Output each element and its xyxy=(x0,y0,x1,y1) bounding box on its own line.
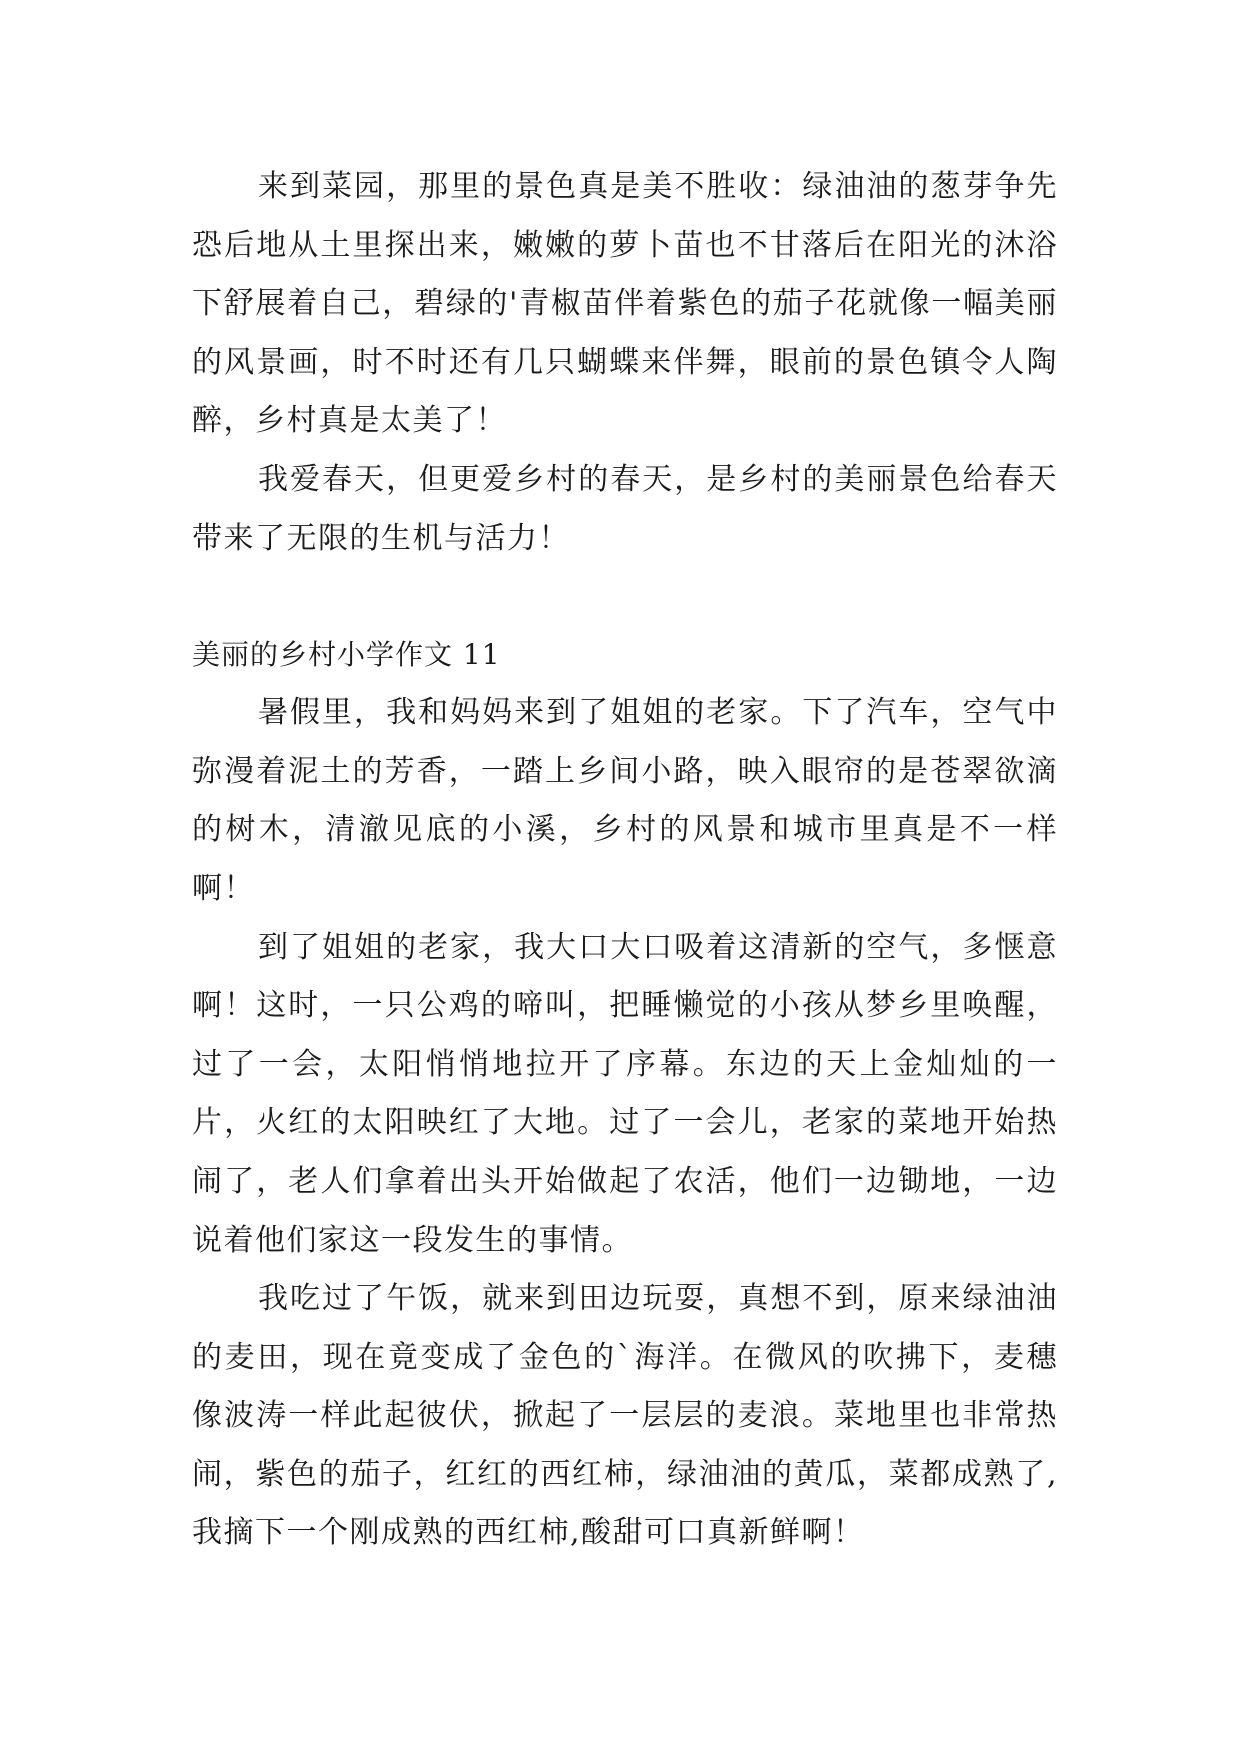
document-body xyxy=(192,158,1058,1563)
essay-heading: 美丽的乡村小学作文 11 xyxy=(192,638,501,672)
paragraph-garden: 来到菜园，那里的景色真是美不胜收：绿油油的葱芽争先恐后地从土里探出来，嫩嫩的萝卜苗也不甘落后在阳光的沐浴下舒展着自己，碧绿的'青椒苗伴着紫色的茄子花就像一幅美丽的风景画，时不时还有几只蝴蝶来伴舞，眼前的景色镇令人陶醉，乡村真是太美了！ xyxy=(192,169,1058,439)
paragraph-summer-arrival: 暑假里，我和妈妈来到了姐姐的老家。下了汽车，空气中弥漫着泥土的芳香，一踏上乡间小路，映入眼帘的是苍翠欲滴的树木，清澈见底的小溪，乡村的风景和城市里真是不一样啊！ xyxy=(192,695,1058,906)
section-gap xyxy=(192,568,1058,626)
paragraph-spring: 我爱春天，但更爱乡村的春天，是乡村的美丽景色给春天带来了无限的生机与活力！ xyxy=(192,461,1058,556)
paragraph-morning: 到了姐姐的老家，我大口大口吸着这清新的空气，多惬意啊！这时，一只公鸡的啼叫，把睡懒觉的小孩从梦乡里唤醒，过了一会，太阳悄悄地拉开了序幕。东边的天上金灿灿的一片，火红的太阳映红了大地。过了一会儿，老家的菜地开始热闹了，老人们拿着出头开始做起了农活，他们一边锄地，一边说着他们家这一段发生的事情。 xyxy=(192,929,1058,1258)
paragraph-wheat-field: 我吃过了午饭，就来到田边玩耍，真想不到，原来绿油油的麦田，现在竟变成了金色的`海洋。在微风的吹拂下，麦穗像波涛一样此起彼伏，掀起了一层层的麦浪。菜地里也非常热闹，紫色的茄子，红红的西红柿，绿油油的黄瓜，菜都成熟了,我摘下一个刚成熟的西红柿,酸甜可口真新鲜啊！ xyxy=(192,1281,1058,1551)
